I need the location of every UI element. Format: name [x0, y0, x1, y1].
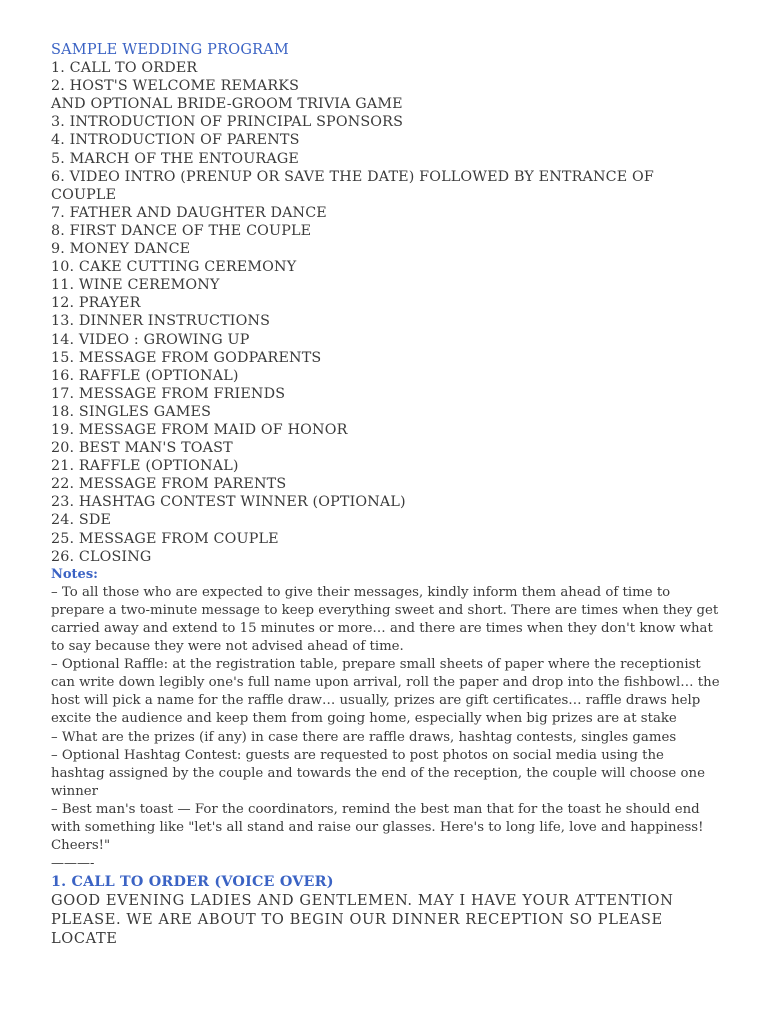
- program-list: [51, 59, 721, 566]
- note-paragraph: – To all those who are expected to give their messages, kindly inform them ahead of time to prepare a two-minute message to keep everything sweet and short. There are times when they get carried away and extend to 15 minutes or more… and there are times when they don't know what to say because they were not advised ahead of time.: [51, 584, 719, 655]
- program-item: 17. MESSAGE FROM FRIENDS: [51, 385, 286, 402]
- program-item: 9. MONEY DANCE: [51, 241, 191, 258]
- program-item: 23. HASHTAG CONTEST WINNER (OPTIONAL): [51, 494, 406, 511]
- program-item: 8. FIRST DANCE OF THE COUPLE: [51, 222, 312, 239]
- program-item: 6. VIDEO INTRO (PRENUP OR SAVE THE DATE) FOLLOWED BY ENTRANCE OF COUPLE: [51, 168, 654, 203]
- program-item: 1. CALL TO ORDER: [51, 60, 198, 77]
- program-item: 18. SINGLES GAMES: [51, 403, 212, 420]
- program-item: 15. MESSAGE FROM GODPARENTS: [51, 349, 322, 366]
- program-item: 11. WINE CEREMONY: [51, 277, 220, 294]
- notes-list: [51, 584, 721, 855]
- program-item: 10. CAKE CUTTING CEREMONY: [51, 259, 297, 276]
- note-paragraph: – Best man's toast — For the coordinators, remind the best man that for the toast he should end with something like "let's all stand and raise our glasses. Here's to long life, love and happiness! Cheers!": [51, 801, 704, 854]
- program-item: 14. VIDEO : GROWING UP: [51, 331, 250, 348]
- program-item: AND OPTIONAL BRIDE-GROOM TRIVIA GAME: [51, 96, 403, 113]
- note-paragraph: – What are the prizes (if any) in case there are raffle draws, hashtag contests, singles games: [51, 729, 677, 745]
- program-item: 25. MESSAGE FROM COUPLE: [51, 530, 279, 547]
- program-item: 16. RAFFLE (OPTIONAL): [51, 367, 239, 384]
- program-item: 2. HOST'S WELCOME REMARKS: [51, 78, 300, 95]
- program-item: 12. PRAYER: [51, 295, 141, 312]
- program-item: 7. FATHER AND DAUGHTER DANCE: [51, 204, 327, 221]
- note-paragraph: – Optional Hashtag Contest: guests are requested to post photos on social media using the hashtag assigned by the couple and towards the end of the reception, the couple will choose one winner: [51, 747, 705, 799]
- program-item: 21. RAFFLE (OPTIONAL): [51, 458, 239, 475]
- program-item: 13. DINNER INSTRUCTIONS: [51, 313, 271, 330]
- program-item: 22. MESSAGE FROM PARENTS: [51, 476, 287, 493]
- notes-heading: Notes:: [51, 566, 98, 582]
- program-item: 26. CLOSING: [51, 548, 152, 565]
- document-page: [51, 41, 721, 949]
- program-item: 4. INTRODUCTION OF PARENTS: [51, 132, 300, 149]
- program-item: 5. MARCH OF THE ENTOURAGE: [51, 150, 299, 167]
- program-item: 19. MESSAGE FROM MAID OF HONOR: [51, 421, 348, 438]
- section-body: GOOD EVENING LADIES AND GENTLEMEN. MAY I HAVE YOUR ATTENTION PLEASE. WE ARE ABOUT TO BEGIN OUR DINNER RECEPTION SO PLEASE LOCATE: [51, 892, 674, 947]
- section-divider: ———-: [51, 856, 95, 872]
- program-item: 24. SDE: [51, 512, 112, 529]
- program-item: 20. BEST MAN'S TOAST: [51, 440, 233, 457]
- note-paragraph: – Optional Raffle: at the registration table, prepare small sheets of paper where the receptionist can write down legibly one's full name upon arrival, roll the paper and drop into the fishbowl… the host will pick a name for the raffle draw… usually, prizes are gift certificates… raffle draws help excite the audience and keep them from going home, especially when big prizes are at stake: [51, 657, 720, 727]
- section-heading: 1. CALL TO ORDER (VOICE OVER): [51, 874, 334, 891]
- document-title: SAMPLE WEDDING PROGRAM: [51, 42, 289, 58]
- program-item: 3. INTRODUCTION OF PRINCIPAL SPONSORS: [51, 114, 404, 131]
